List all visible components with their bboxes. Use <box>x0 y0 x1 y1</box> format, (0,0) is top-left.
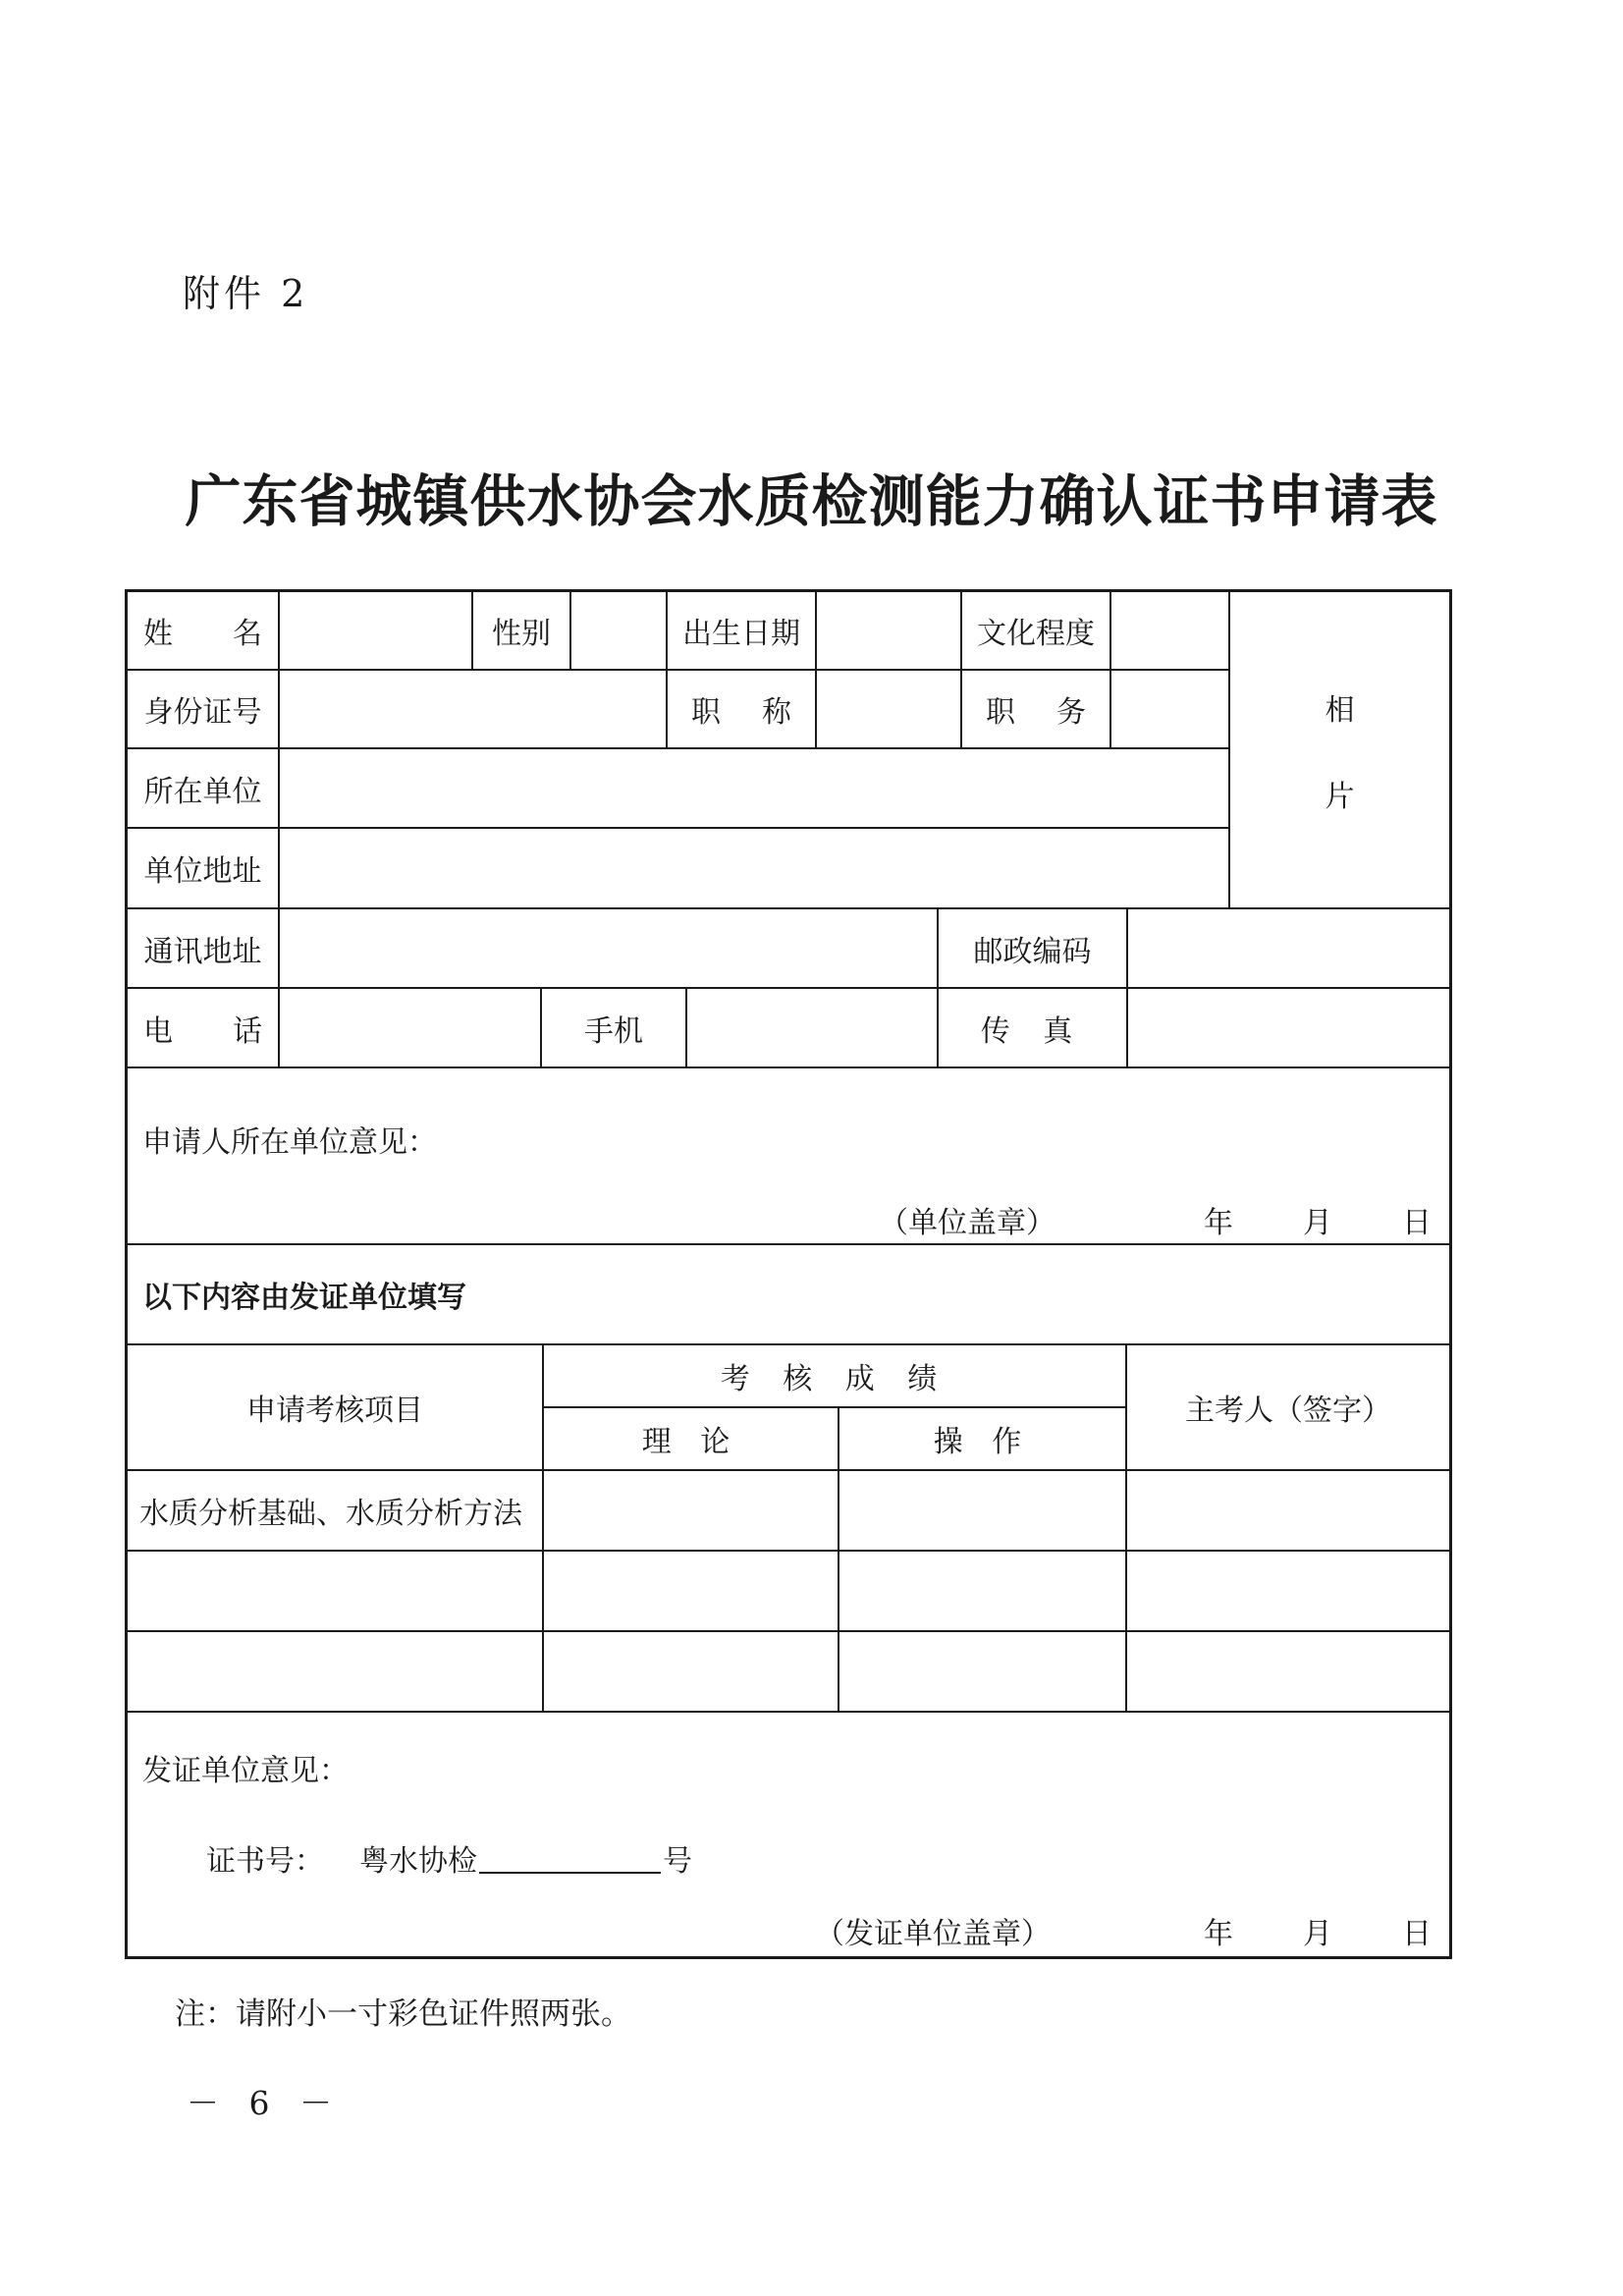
id-number-input[interactable] <box>280 671 666 747</box>
cert-number-line <box>206 1838 692 1878</box>
practice-score-input[interactable] <box>839 1632 1125 1711</box>
page-number: － 6 － <box>187 2084 342 2122</box>
birth-date-input[interactable] <box>817 592 960 669</box>
fax-input[interactable] <box>1128 989 1449 1066</box>
mail-address-label: 通讯地址 <box>143 934 262 969</box>
birth-date-label: 出生日期 <box>682 617 800 651</box>
photo-box[interactable] <box>1230 592 1449 907</box>
cert-number-input[interactable] <box>479 1842 661 1874</box>
footnote: 注：请附小一寸彩色证件照两张。 <box>175 1996 631 2032</box>
postcode-label: 邮政编码 <box>973 934 1092 969</box>
employer-label: 所在单位 <box>143 774 262 809</box>
unit-date-year: 年 <box>1204 1206 1233 1240</box>
job-title-char: 称 <box>762 695 791 730</box>
cert-no-label: 证书号： <box>206 1844 324 1879</box>
theory-header: 理 论 <box>641 1425 740 1459</box>
employer-address-input[interactable] <box>280 829 1228 907</box>
mobile-label: 手机 <box>584 1013 643 1049</box>
issuer-date-month: 月 <box>1303 1917 1332 1951</box>
table-border-right <box>1449 589 1452 1959</box>
gender-label: 性别 <box>492 617 551 651</box>
exam-item-header: 申请考核项目 <box>246 1394 423 1428</box>
examiner-sign-input[interactable] <box>1127 1552 1449 1630</box>
position-char: 职 <box>986 695 1015 730</box>
phone-input[interactable] <box>280 989 540 1066</box>
issuer-section-label: 以下内容由发证单位填写 <box>142 1281 466 1315</box>
theory-score-input[interactable] <box>544 1471 838 1550</box>
examiner-header: 主考人（签字） <box>1185 1394 1391 1428</box>
row-line <box>125 1066 1452 1068</box>
examiner-sign-input[interactable] <box>1127 1632 1449 1711</box>
job-title-label <box>668 671 815 747</box>
unit-date-day: 日 <box>1402 1206 1432 1240</box>
position-label <box>962 671 1109 747</box>
exam-row-item[interactable] <box>128 1632 542 1711</box>
mail-address-input[interactable] <box>280 909 937 987</box>
practice-score-input[interactable] <box>839 1552 1125 1630</box>
score-header: 考 核 成 绩 <box>720 1362 949 1396</box>
practice-header: 操 作 <box>933 1425 1032 1459</box>
name-input[interactable] <box>280 592 471 669</box>
job-title-char: 职 <box>691 695 721 730</box>
practice-score-input[interactable] <box>839 1471 1125 1550</box>
cert-suffix: 号 <box>663 1844 692 1879</box>
form-title: 广东省城镇供水协会水质检测能力确认证书申请表 <box>185 469 1438 534</box>
issuer-opinion-label: 发证单位意见： <box>142 1754 349 1788</box>
issuer-date-day: 日 <box>1402 1917 1432 1951</box>
job-title-input[interactable] <box>817 671 960 747</box>
name-label-char: 姓 <box>143 617 173 651</box>
exam-row-item[interactable] <box>128 1552 542 1630</box>
issuer-date-year: 年 <box>1204 1917 1233 1951</box>
attachment-label: 附件 2 <box>183 272 309 315</box>
theory-score-input[interactable] <box>544 1552 838 1630</box>
name-label-char: 名 <box>233 617 262 651</box>
employer-address-label: 单位地址 <box>143 854 262 889</box>
cert-prefix: 粤水协检 <box>359 1844 477 1879</box>
exam-row-item: 水质分析基础、水质分析方法 <box>139 1497 522 1531</box>
unit-date-month: 月 <box>1303 1206 1332 1240</box>
unit-seal-label: （单位盖章） <box>879 1206 1055 1240</box>
row-line <box>125 1711 1452 1713</box>
photo-label-char: 相 <box>1325 692 1355 728</box>
education-input[interactable] <box>1111 592 1228 669</box>
theory-score-input[interactable] <box>544 1632 838 1711</box>
mobile-input[interactable] <box>687 989 937 1066</box>
unit-opinion-label: 申请人所在单位意见： <box>142 1125 437 1160</box>
unit-opinion-area[interactable] <box>128 1159 1449 1198</box>
gender-input[interactable] <box>571 592 666 669</box>
phone-char: 话 <box>233 1013 262 1049</box>
postcode-input[interactable] <box>1128 909 1449 987</box>
position-input[interactable] <box>1111 671 1228 747</box>
photo-label-char: 片 <box>1325 779 1355 814</box>
education-label: 文化程度 <box>977 617 1095 651</box>
fax-label: 传 真 <box>980 1013 1085 1049</box>
id-number-label: 身份证号 <box>143 695 262 730</box>
phone-label <box>128 989 278 1066</box>
examiner-sign-input[interactable] <box>1127 1471 1449 1550</box>
issuer-seal-label: （发证单位盖章） <box>815 1917 1051 1951</box>
employer-input[interactable] <box>280 749 1228 827</box>
phone-char: 电 <box>143 1013 173 1049</box>
position-char: 务 <box>1056 695 1086 730</box>
table-border-bottom <box>125 1956 1452 1959</box>
name-label <box>128 592 278 669</box>
